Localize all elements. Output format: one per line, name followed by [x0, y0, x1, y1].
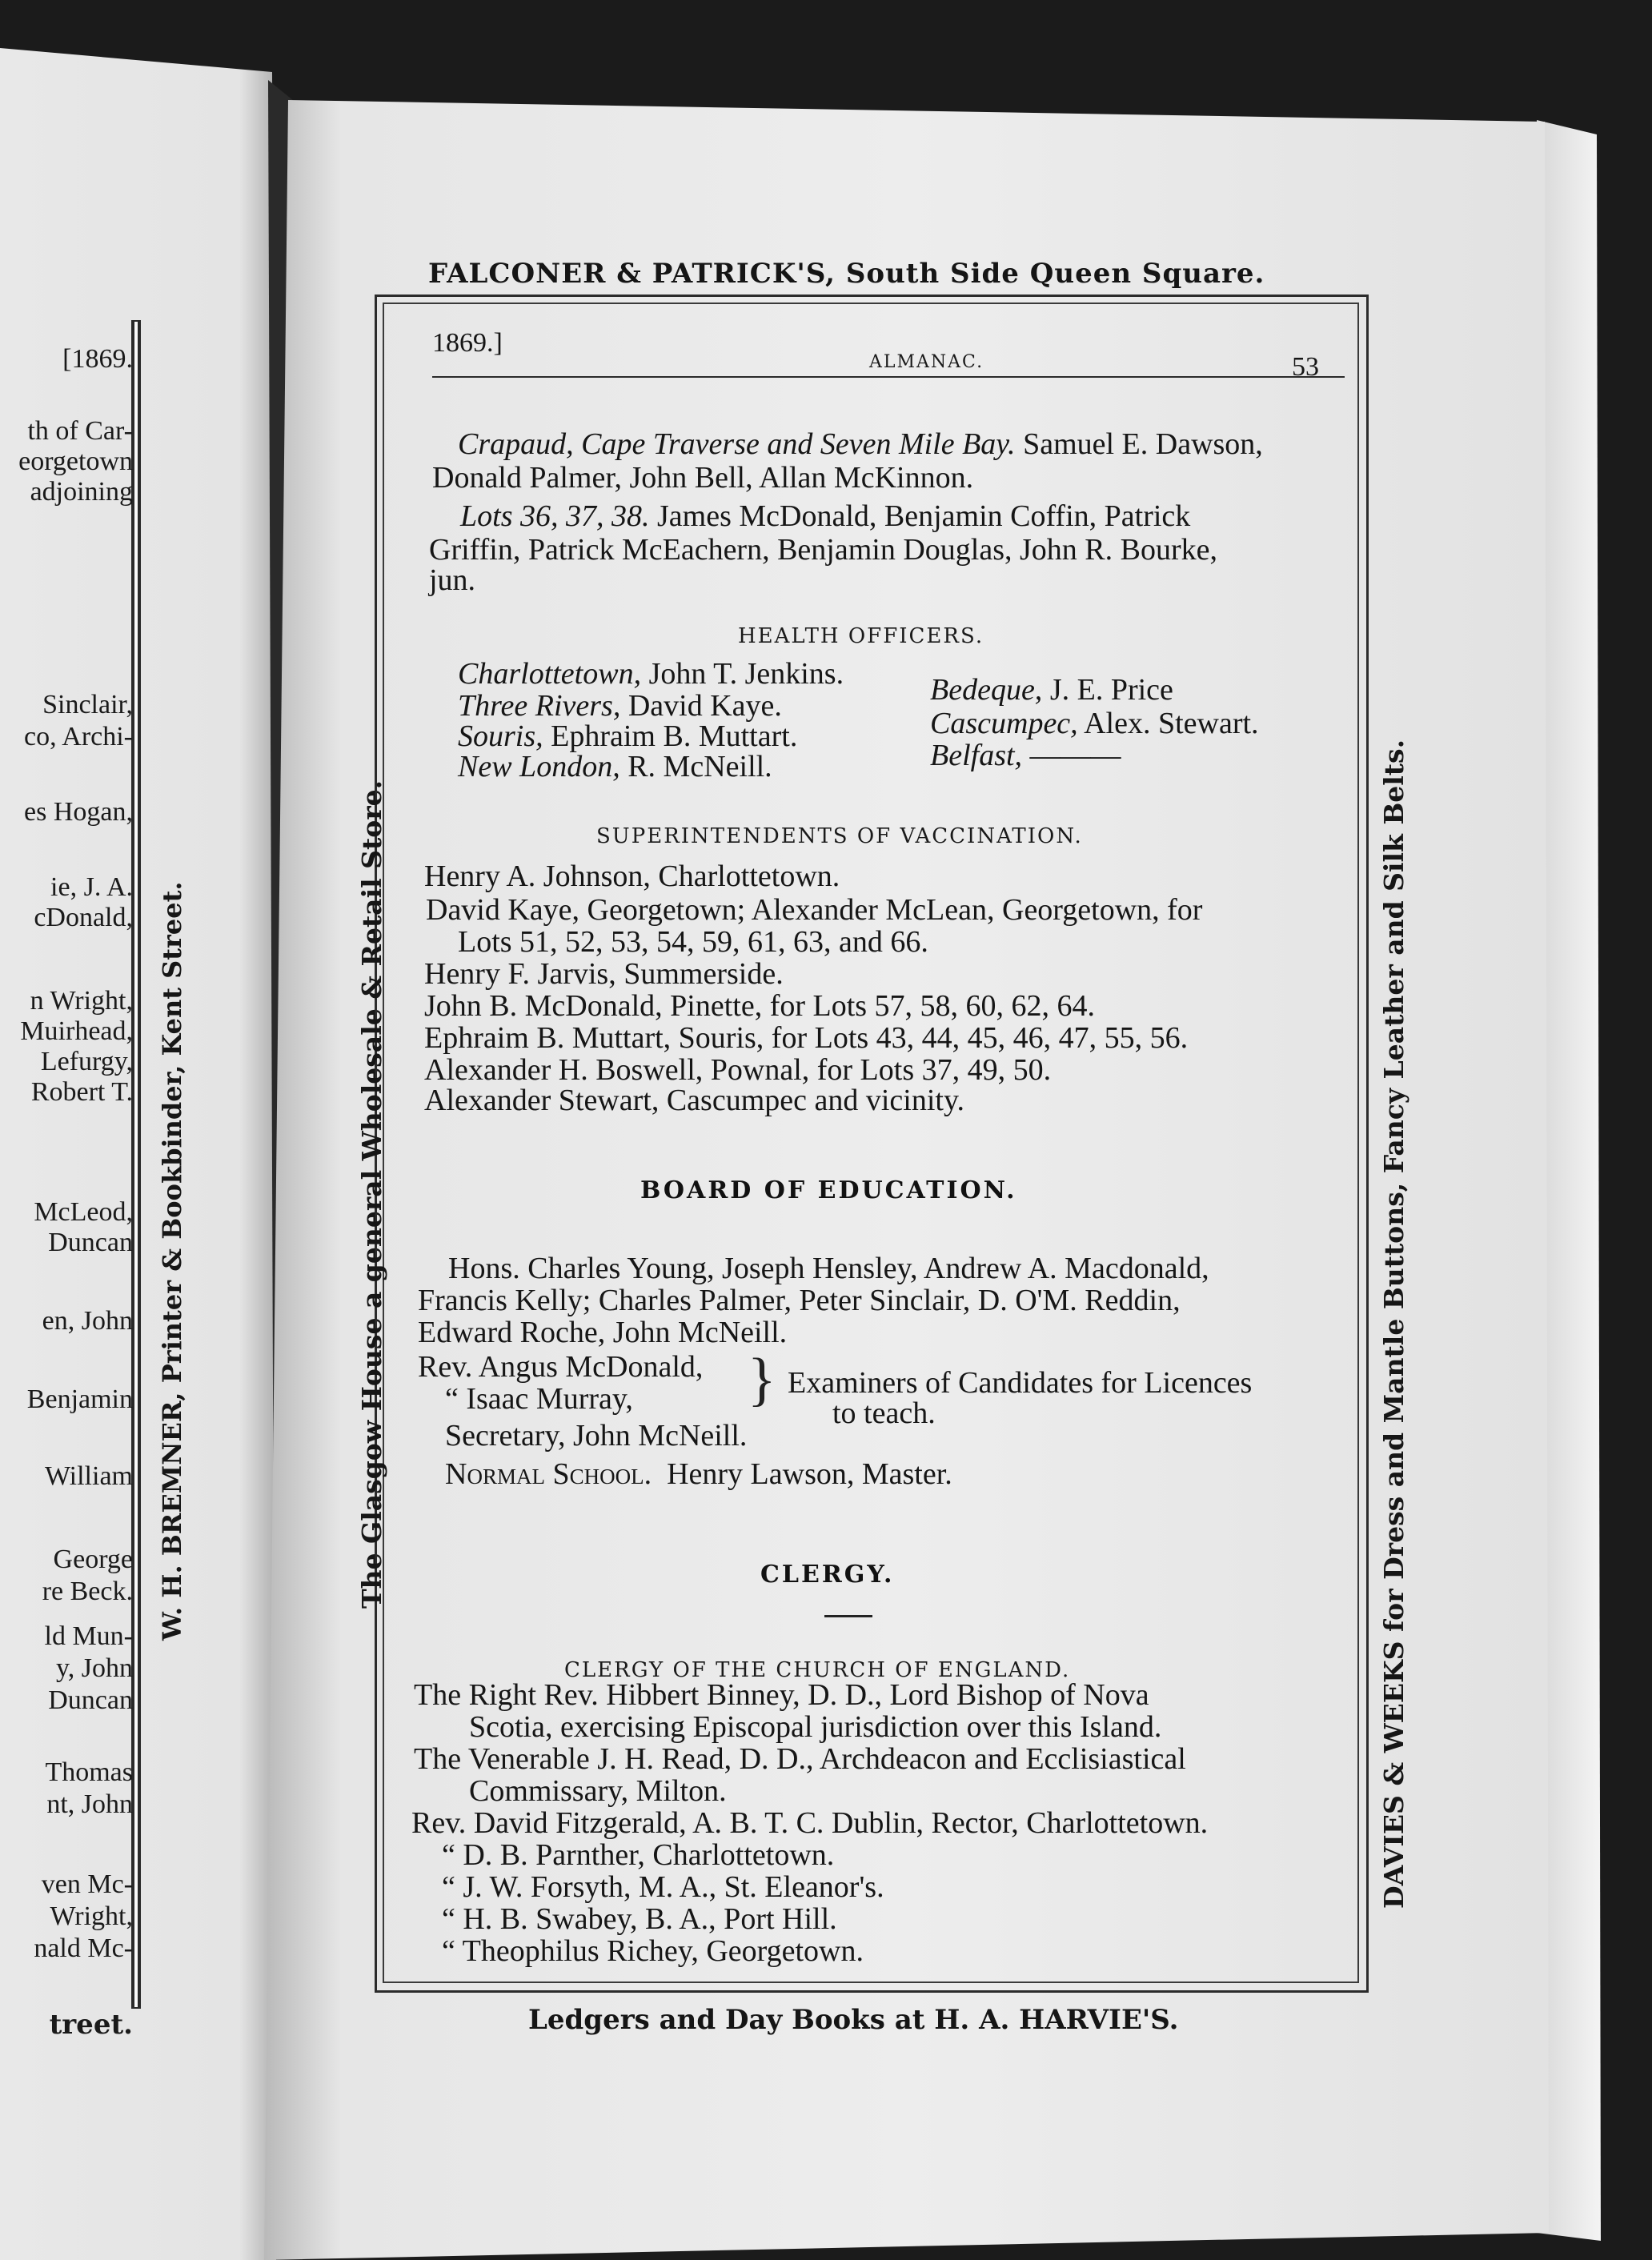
facing-page-fragment: Sinclair, [42, 690, 133, 719]
health-officer-entry: Cascumpec, Alex. Stewart. [930, 707, 1259, 740]
examiners-role-line-2: to teach. [832, 1396, 936, 1430]
vaccination-entry: Lots 51, 52, 53, 54, 59, 61, 63, and 66. [458, 925, 928, 959]
clergy-entry: “ D. B. Parnther, Charlottetown. [442, 1838, 835, 1872]
facing-page-fragment: cDonald, [34, 903, 133, 932]
facing-page-fragment: George [53, 1545, 133, 1574]
clergy-entry: The Venerable J. H. Read, D. D., Archdeacon and Ecclisiastical [414, 1742, 1186, 1776]
clergy-heading: CLERGY. [760, 1561, 895, 1589]
facing-page-fragment: treet. [49, 2009, 133, 2041]
church-of-england-subheading: CLERGY OF THE CHURCH OF ENGLAND. [564, 1658, 1071, 1682]
facing-page-year: [1869. [62, 344, 133, 374]
health-officer-entry: New London, R. McNeill. [458, 750, 772, 783]
facing-page-fragment: eorgetown [18, 447, 133, 476]
vaccination-entry: Alexander H. Boswell, Pownal, for Lots 37, 49, 50. [424, 1053, 1052, 1087]
examiner-isaac-murray: “ Isaac Murray, [445, 1382, 633, 1416]
facing-page-fragment: re Beck. [42, 1577, 133, 1606]
health-officer-entry: Charlottetown, John T. Jenkins. [458, 657, 844, 691]
clergy-entry: “ J. W. Forsyth, M. A., St. Eleanor's. [442, 1870, 884, 1904]
vaccination-entry: Alexander Stewart, Cascumpec and vicinity. [424, 1084, 964, 1117]
facing-page-fragment: Thomas [45, 1757, 133, 1787]
facing-page-fragment: Benjamin [26, 1384, 133, 1414]
glasgow-house-margin-advert: The Glasgow House a general Wholesale & Retail Store. [356, 779, 387, 1609]
clergy-entry: “ Theophilus Richey, Georgetown. [442, 1934, 864, 1968]
vaccination-entry: Ephraim B. Muttart, Souris, for Lots 43, 44, 45, 46, 47, 55, 56. [424, 1021, 1189, 1055]
health-officers-heading: HEALTH OFFICERS. [738, 624, 984, 648]
facing-page-fragment: Duncan [48, 1685, 133, 1715]
facing-page-fragment: Robert T. [30, 1077, 133, 1107]
board-member-line: Hons. Charles Young, Joseph Hensley, Andrew A. Macdonald, [448, 1252, 1209, 1285]
examiners-brace: } [748, 1347, 776, 1412]
facing-page-fragment: en, John [42, 1306, 133, 1336]
board-secretary: Secretary, John McNeill. [445, 1419, 748, 1453]
facing-page-fragment: co, Archi- [24, 722, 133, 751]
facing-page-fragment: es Hogan, [24, 797, 133, 827]
facing-page-fragment: n Wright, [30, 986, 133, 1016]
crapaud-line-2: Donald Palmer, John Bell, Allan McKinnon. [432, 461, 974, 495]
vaccination-entry: Henry A. Johnson, Charlottetown. [424, 860, 840, 893]
facing-page-fragment: William [44, 1461, 133, 1491]
facing-page-fragment: Lefurgy, [40, 1047, 133, 1076]
clergy-entry: Rev. David Fitzgerald, A. B. T. C. Dublin, Rector, Charlottetown. [411, 1806, 1209, 1840]
facing-page-fragment: th of Car- [27, 416, 133, 446]
health-officer-entry: Three Rivers, David Kaye. [458, 689, 782, 723]
health-officer-entry: Souris, Ephraim B. Muttart. [458, 719, 798, 753]
clergy-entry: “ H. B. Swabey, B. A., Port Hill. [442, 1902, 837, 1936]
examiners-role-line-1: Examiners of Candidates for Licences [788, 1366, 1253, 1400]
header-year: 1869.] [432, 328, 503, 358]
bremner-side-advert: W. H. BREMNER, Printer & Bookbinder, Kent Street. [157, 881, 187, 1641]
clergy-entry: Commissary, Milton. [469, 1774, 727, 1808]
normal-school-line: Normal School. Henry Lawson, Master. [445, 1457, 952, 1491]
facing-page-fragment: ld Mun- [44, 1621, 133, 1651]
board-member-line: Francis Kelly; Charles Palmer, Peter Sinclair, D. O'M. Reddin, [418, 1284, 1181, 1317]
vaccination-entry: John B. McDonald, Pinette, for Lots 57, 58, 60, 62, 64. [424, 989, 1096, 1023]
davies-weeks-margin-advert: DAVIES & WEEKS for Dress and Mantle Buttons, Fancy Leather and Silk Belts. [1378, 739, 1409, 1909]
facing-page-border [0, 320, 134, 2009]
facing-page-fragment: nald Mc- [34, 1933, 133, 1963]
lots-line-1: Lots 36, 37, 38. James McDonald, Benjamin Coffin, Patrick [460, 499, 1191, 533]
facing-page [0, 0, 288, 2260]
header-rule [432, 376, 1345, 378]
top-advert: FALCONER & PATRICK'S, South Side Queen Square. [428, 258, 1265, 290]
board-of-education-heading: BOARD OF EDUCATION. [640, 1176, 1017, 1204]
header-page-number: 53 [1292, 352, 1319, 382]
facing-page-fragment: Muirhead, [20, 1016, 133, 1046]
facing-page-fragment: nt, John [46, 1789, 133, 1819]
crapaud-line-1: Crapaud, Cape Traverse and Seven Mile Bay. Samuel E. Dawson, [458, 427, 1263, 461]
facing-page-fragment: Duncan [48, 1228, 133, 1257]
clergy-entry: Scotia, exercising Episcopal jurisdiction over this Island. [469, 1710, 1162, 1744]
vaccination-entry: David Kaye, Georgetown; Alexander McLean, Georgetown, for [426, 893, 1203, 927]
health-officer-entry: Belfast, ——— [930, 739, 1121, 772]
clergy-rule [824, 1615, 872, 1617]
examiner-angus-mcdonald: Rev. Angus McDonald, [418, 1350, 704, 1384]
facing-page-fragment: Wright, [50, 1901, 133, 1931]
facing-page-fragment: adjoining [30, 477, 133, 507]
lots-line-2: Griffin, Patrick McEachern, Benjamin Douglas, John R. Bourke, [429, 533, 1217, 567]
header-title: ALMANAC. [869, 352, 984, 372]
bottom-advert: Ledgers and Day Books at H. A. HARVIE'S. [528, 2004, 1179, 2036]
facing-page-fragment: McLeod, [34, 1197, 133, 1227]
board-member-line: Edward Roche, John McNeill. [418, 1316, 788, 1349]
health-officer-entry: Bedeque, J. E. Price [930, 673, 1173, 707]
clergy-entry: The Right Rev. Hibbert Binney, D. D., Lord Bishop of Nova [414, 1678, 1149, 1712]
vaccination-entry: Henry F. Jarvis, Summerside. [424, 957, 784, 991]
facing-page-fragment: y, John [55, 1653, 133, 1683]
facing-page-fragment: ie, J. A. [50, 872, 133, 902]
facing-page-fragment: ven Mc- [41, 1869, 133, 1899]
vaccination-heading: SUPERINTENDENTS OF VACCINATION. [596, 824, 1083, 848]
lots-line-3: jun. [429, 563, 476, 597]
